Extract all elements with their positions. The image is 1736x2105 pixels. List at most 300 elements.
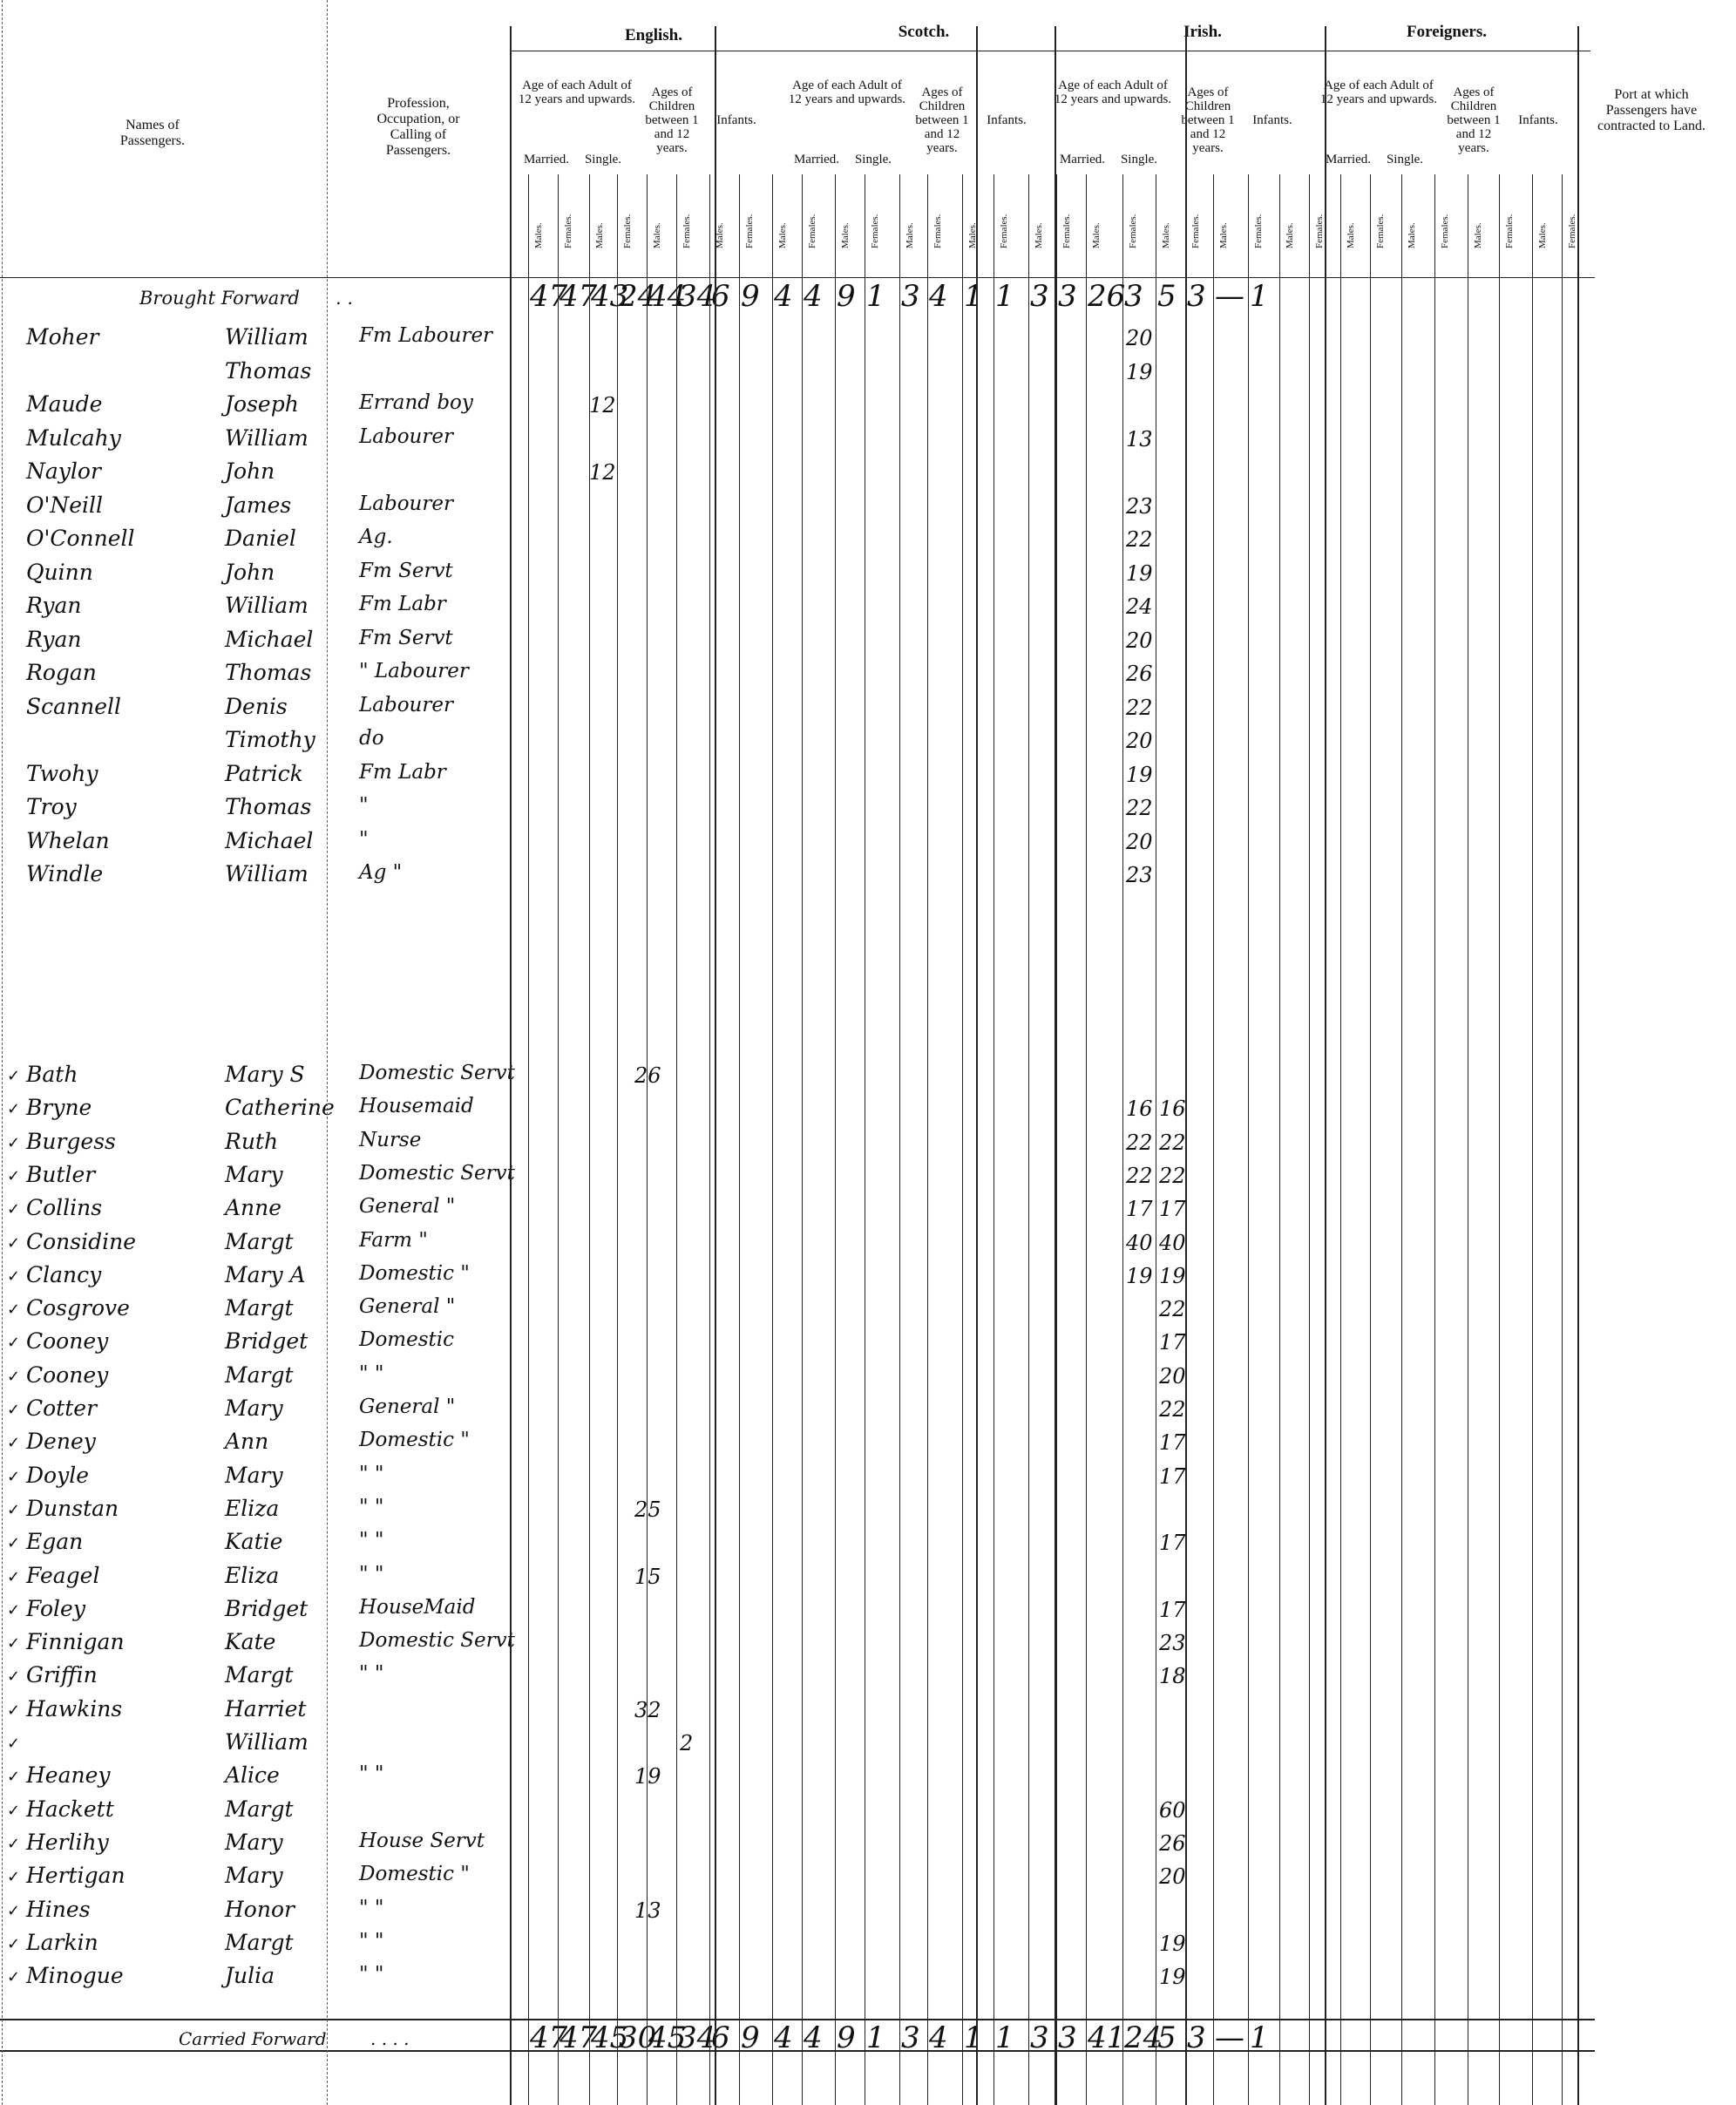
passenger-row: [0, 560, 1734, 591]
names-header: Names of Passengers.: [119, 118, 186, 148]
column-divider: [1279, 174, 1280, 2105]
passenger-row: [0, 1696, 1734, 1728]
passenger-first-name: Eliza: [225, 1495, 280, 1521]
group-english: English.: [624, 26, 682, 44]
passenger-row: [0, 794, 1734, 825]
passenger-surname: O'Neill: [26, 492, 104, 518]
passenger-occupation: " ": [359, 1495, 384, 1518]
passenger-age: 17: [1159, 1531, 1186, 1556]
passenger-age: 23: [1159, 1631, 1186, 1656]
males-label: Males.: [652, 222, 662, 248]
passenger-row: [0, 1930, 1734, 1961]
passenger-age: 23: [1126, 863, 1153, 887]
passenger-age: 22: [1159, 1397, 1186, 1422]
brought-forward-value: 1: [1250, 279, 1269, 314]
carried-forward-value: 45: [591, 2020, 629, 2055]
passenger-first-name: William: [225, 324, 309, 350]
passenger-occupation: Ag.: [359, 526, 393, 548]
column-divider: [617, 174, 618, 2105]
married-header: Married.: [1059, 153, 1106, 166]
passenger-surname: Whelan: [26, 827, 110, 853]
column-divider: [739, 174, 740, 2105]
males-label: Males.: [1473, 222, 1483, 248]
males-label: Males.: [1091, 222, 1102, 248]
males-label: Males.: [1407, 222, 1417, 248]
check-mark: ✓: [7, 1634, 21, 1653]
passenger-surname: Ryan: [26, 593, 82, 618]
passenger-age: 19: [1159, 1931, 1186, 1956]
profession-header: Profession, Occupation, or Calling of Passengers.: [376, 96, 460, 158]
single-header: Single.: [1386, 153, 1424, 166]
check-mark: ✓: [7, 1434, 21, 1453]
passenger-surname: Troy: [26, 794, 77, 819]
carried-forward-label: Carried Forward: [179, 2028, 327, 2049]
passenger-row: [0, 1262, 1734, 1294]
passenger-first-name: Margt: [225, 1228, 294, 1254]
brought-forward-value: 24: [619, 279, 657, 314]
passenger-row: [0, 1729, 1734, 1761]
brought-forward-value: 3: [901, 279, 920, 314]
column-divider: [993, 174, 994, 2105]
passenger-row: [0, 1395, 1734, 1427]
married-header: Married.: [523, 153, 570, 166]
passenger-first-name: William: [225, 1729, 309, 1755]
males-label: Males.: [1161, 222, 1171, 248]
passenger-row: [0, 1429, 1734, 1460]
passenger-surname: Dunstan: [26, 1495, 119, 1521]
passenger-row: [0, 1328, 1734, 1360]
carried-forward-value: 4: [804, 2020, 823, 2055]
brought-forward-value: 1: [964, 279, 983, 314]
passenger-age: 20: [1159, 1363, 1186, 1389]
passenger-occupation: do: [359, 727, 384, 750]
column-divider: [835, 174, 836, 2105]
males-label: Males.: [840, 222, 851, 248]
check-mark: ✓: [7, 1133, 21, 1152]
passenger-age: 19: [1126, 1263, 1153, 1288]
carried-forward-value: 47: [530, 2020, 568, 2055]
passenger-first-name: Timothy: [225, 727, 315, 752]
adult-header: Age of each Adult of 12 years and upwards.: [1319, 78, 1438, 106]
passenger-first-name: Julia: [225, 1963, 275, 1989]
check-mark: ✓: [7, 1300, 21, 1320]
brought-forward-value: —: [1215, 279, 1244, 314]
column-divider: [1309, 174, 1310, 2105]
passenger-row: [0, 391, 1734, 423]
males-label: Males.: [594, 222, 605, 248]
header-bottom-rule: [0, 277, 1595, 278]
passenger-surname: Hertigan: [26, 1863, 125, 1889]
passenger-age: 32: [634, 1697, 661, 1722]
passenger-age: 26: [634, 1063, 661, 1088]
check-mark: ✓: [7, 1735, 21, 1753]
passenger-age: 40: [1126, 1230, 1153, 1255]
passenger-age: 17: [1126, 1197, 1153, 1222]
check-mark: ✓: [7, 1934, 21, 1953]
single-header: Single.: [584, 153, 622, 166]
column-divider: [1562, 174, 1563, 2105]
females-label: Females.: [999, 214, 1009, 248]
check-mark: ✓: [7, 1266, 21, 1286]
females-label: Females.: [622, 214, 633, 248]
carried-forward-value: 5: [1157, 2020, 1177, 2055]
passenger-row: [0, 727, 1734, 758]
females-label: Females.: [1314, 214, 1325, 248]
passenger-surname: Cosgrove: [26, 1295, 130, 1321]
passenger-occupation: " ": [359, 1896, 384, 1919]
females-label: Females.: [744, 214, 755, 248]
children-header: Ages of Children between 1 and 12 years.: [1181, 85, 1235, 155]
brought-forward-value: 1: [866, 279, 885, 314]
passenger-occupation: Domestic ": [359, 1261, 470, 1285]
carried-forward-value: —: [1215, 2020, 1244, 2055]
passenger-surname: Windle: [26, 861, 104, 886]
females-label: Females.: [1504, 214, 1515, 248]
column-rule: [2, 0, 3, 2105]
single-header: Single.: [854, 153, 892, 166]
brought-forward-value: 26: [1088, 279, 1126, 314]
passenger-row: [0, 526, 1734, 557]
brought-forward-value: 47: [530, 279, 568, 314]
passenger-row: [0, 1362, 1734, 1394]
brought-forward-value: 5: [1157, 279, 1177, 314]
females-label: Females.: [1567, 214, 1577, 248]
passenger-occupation: Nurse: [359, 1128, 422, 1151]
passenger-age: 26: [1126, 662, 1153, 686]
passenger-age: 22: [1126, 796, 1153, 820]
passenger-age: 19: [1126, 359, 1153, 384]
passenger-occupation: " ": [359, 1562, 384, 1586]
passenger-surname: Cooney: [26, 1328, 109, 1355]
brought-forward-value: 3: [1187, 279, 1206, 314]
passenger-occupation: Fm Servt: [359, 559, 453, 582]
carried-forward-value: 24: [1124, 2020, 1163, 2055]
males-label: Males.: [1034, 222, 1044, 248]
column-rule: [1325, 26, 1326, 2105]
column-divider: [558, 174, 559, 2105]
infants-header: Infants.: [1252, 113, 1292, 127]
males-label: Males.: [1285, 222, 1295, 248]
passenger-age: 20: [1159, 1864, 1186, 1890]
passenger-occupation: Farm ": [359, 1228, 428, 1252]
column-rule: [327, 0, 328, 2105]
adult-header: Age of each Adult of 12 years and upwards.: [518, 78, 636, 106]
column-divider: [1086, 174, 1087, 2105]
females-label: Females.: [1253, 214, 1264, 248]
passenger-surname: Twohy: [26, 760, 98, 786]
column-rule: [510, 26, 512, 2105]
column-divider: [1056, 174, 1057, 2105]
passenger-age: 16: [1126, 1097, 1153, 1122]
passenger-age: 19: [1159, 1965, 1186, 1990]
females-label: Females.: [563, 214, 573, 248]
brought-forward-value: 34: [678, 279, 716, 314]
passenger-row: [0, 1062, 1734, 1093]
passenger-surname: Heaney: [26, 1762, 111, 1789]
passenger-first-name: Mary A: [225, 1261, 306, 1287]
males-label: Males.: [533, 222, 544, 248]
passenger-age: 20: [1126, 628, 1153, 653]
check-mark: ✓: [7, 1067, 21, 1085]
passenger-surname: Burgess: [26, 1128, 116, 1154]
brought-forward-value: 1: [995, 279, 1014, 314]
passenger-surname: Larkin: [26, 1929, 98, 1955]
passenger-surname: Cotter: [26, 1395, 98, 1421]
passenger-first-name: Ruth: [225, 1128, 279, 1154]
passenger-age: 19: [1126, 762, 1153, 787]
single-header: Single.: [1120, 153, 1158, 166]
passenger-first-name: John: [225, 458, 275, 484]
passenger-age: 22: [1159, 1130, 1186, 1155]
column-divider: [1248, 174, 1249, 2105]
brought-forward-value: 44: [648, 279, 687, 314]
females-label: Females.: [1440, 214, 1450, 248]
passenger-occupation: Domestic Servt: [359, 1062, 515, 1084]
check-mark: ✓: [7, 1233, 21, 1253]
passenger-row: [0, 694, 1734, 725]
column-divider: [1028, 174, 1029, 2105]
passenger-row: [0, 1463, 1734, 1494]
passenger-age: 20: [1126, 829, 1153, 854]
passenger-surname: Rogan: [26, 660, 97, 685]
check-mark: ✓: [7, 1200, 21, 1219]
passenger-surname: Scannell: [26, 693, 122, 719]
passenger-age: 22: [1126, 527, 1153, 552]
passenger-row: [0, 1796, 1734, 1828]
carried-forward-value: 47: [559, 2020, 598, 2055]
passenger-row: [0, 1496, 1734, 1527]
carried-forward-value: 30: [619, 2020, 657, 2055]
passenger-first-name: Margt: [225, 1662, 294, 1688]
passenger-first-name: William: [225, 424, 309, 451]
married-header: Married.: [1325, 153, 1372, 166]
check-mark: ✓: [7, 1534, 21, 1553]
check-mark: ✓: [7, 1701, 21, 1720]
check-mark: ✓: [7, 1968, 21, 1987]
passenger-row: [0, 1229, 1734, 1260]
passenger-occupation: Labourer: [359, 693, 453, 716]
passenger-surname: Griffin: [26, 1662, 98, 1688]
brought-forward-value: 47: [559, 279, 598, 314]
passenger-first-name: Honor: [225, 1896, 295, 1922]
passenger-first-name: John: [225, 559, 275, 585]
passenger-occupation: Fm Labr: [359, 593, 446, 615]
column-rule: [1577, 26, 1579, 2105]
passenger-row: [0, 1563, 1734, 1594]
passenger-row: [0, 593, 1734, 624]
passenger-surname: Maude: [26, 391, 103, 417]
passenger-occupation: " ": [359, 1762, 384, 1786]
passenger-age: 17: [1159, 1430, 1186, 1456]
check-mark: ✓: [7, 1901, 21, 1920]
passenger-row: [0, 1596, 1734, 1627]
passenger-occupation: HouseMaid: [359, 1595, 476, 1619]
check-mark: ✓: [7, 1401, 21, 1419]
carried-forward-value: 1: [866, 2020, 885, 2055]
check-mark: ✓: [7, 1467, 21, 1486]
column-divider: [528, 174, 529, 2105]
passenger-first-name: Eliza: [225, 1562, 280, 1588]
brought-forward-value: 3: [1124, 279, 1143, 314]
children-header: Ages of Children between 1 and 12 years.: [915, 85, 969, 155]
port-header: Port at which Passengers have contracted to Land.: [1597, 87, 1705, 133]
column-divider: [1370, 174, 1371, 2105]
passenger-row: [0, 828, 1734, 859]
brought-forward-value: 9: [741, 279, 760, 314]
infants-header: Infants.: [1518, 113, 1558, 127]
passenger-occupation: Ag ": [359, 861, 403, 884]
infants-header: Infants.: [716, 113, 756, 127]
column-divider: [802, 174, 803, 2105]
passenger-age: 18: [1159, 1664, 1186, 1689]
brought-forward-dots: . .: [336, 288, 354, 309]
brought-forward-label: Brought Forward: [139, 288, 300, 309]
column-divider: [709, 174, 710, 2105]
carried-forward-value: 9: [837, 2020, 856, 2055]
passenger-surname: Foley: [26, 1595, 85, 1621]
passenger-first-name: Joseph: [225, 391, 299, 417]
carried-forward-value: 3: [901, 2020, 920, 2055]
children-header: Ages of Children between 1 and 12 years.: [645, 85, 699, 155]
passenger-first-name: Anne: [225, 1195, 282, 1221]
passenger-occupation: Housemaid: [359, 1095, 474, 1118]
check-mark: ✓: [7, 1600, 21, 1619]
passenger-occupation: " ": [359, 1963, 384, 1986]
passenger-first-name: William: [225, 861, 309, 886]
check-mark: ✓: [7, 1100, 21, 1119]
carried-forward-value: 45: [648, 2020, 687, 2055]
passenger-surname: Herlihy: [26, 1829, 109, 1855]
passenger-first-name: Denis: [225, 693, 288, 719]
check-mark: ✓: [7, 1801, 21, 1820]
passenger-first-name: Michael: [225, 827, 314, 853]
passenger-first-name: William: [225, 593, 309, 618]
males-label: Males.: [905, 222, 915, 248]
carried-forward-value: 3: [1030, 2020, 1049, 2055]
passenger-first-name: Alice: [225, 1762, 280, 1789]
passenger-surname: Clancy: [26, 1261, 102, 1287]
children-header: Ages of Children between 1 and 12 years.: [1447, 85, 1501, 155]
passenger-age: 25: [634, 1497, 661, 1522]
passenger-first-name: Thomas: [225, 660, 312, 685]
passenger-age: 22: [1126, 1163, 1153, 1188]
passenger-surname: O'Connell: [26, 526, 135, 551]
passenger-occupation: Labourer: [359, 492, 453, 515]
passenger-surname: Considine: [26, 1228, 137, 1254]
passenger-surname: Ryan: [26, 626, 82, 652]
passenger-row: [0, 1662, 1734, 1694]
passenger-row: [0, 761, 1734, 792]
passenger-age: 20: [1126, 326, 1153, 350]
married-header: Married.: [793, 153, 840, 166]
check-mark: ✓: [7, 1868, 21, 1887]
passenger-age: 12: [589, 460, 616, 485]
passenger-occupation: ": [359, 794, 369, 817]
passenger-occupation: " ": [359, 1929, 384, 1952]
passenger-age: 22: [1159, 1163, 1186, 1188]
adult-header: Age of each Adult of 12 years and upwards.: [788, 78, 906, 106]
column-divider: [589, 174, 590, 2105]
females-label: Females.: [1128, 214, 1138, 248]
passenger-age: 2: [680, 1731, 694, 1755]
check-mark: ✓: [7, 1768, 21, 1787]
passenger-row: [0, 1195, 1734, 1226]
passenger-surname: Feagel: [26, 1562, 100, 1588]
passenger-first-name: James: [225, 492, 292, 518]
passenger-row: [0, 627, 1734, 658]
passenger-surname: Bath: [26, 1062, 78, 1087]
infants-header: Infants.: [987, 113, 1027, 127]
passenger-age: 26: [1159, 1830, 1186, 1856]
passenger-first-name: Thomas: [225, 357, 312, 384]
passenger-row: [0, 492, 1734, 524]
males-label: Males.: [777, 222, 788, 248]
passenger-surname: Hawkins: [26, 1695, 123, 1721]
passenger-first-name: Thomas: [225, 794, 312, 819]
passenger-first-name: Bridget: [225, 1595, 309, 1621]
passenger-first-name: Margt: [225, 1929, 294, 1955]
passenger-age: 23: [1126, 493, 1153, 519]
passenger-age: 17: [1159, 1197, 1186, 1222]
passenger-row: [0, 1629, 1734, 1660]
passenger-occupation: Domestic Servt: [359, 1629, 515, 1653]
passenger-age: 24: [1126, 594, 1153, 619]
females-label: Females.: [870, 214, 880, 248]
carried-forward-value: 1: [1250, 2020, 1269, 2055]
passenger-first-name: Daniel: [225, 526, 296, 551]
passenger-row: [0, 1830, 1734, 1861]
males-label: Males.: [715, 222, 725, 248]
passenger-first-name: Patrick: [225, 760, 303, 786]
passenger-surname: Bryne: [26, 1095, 92, 1121]
passenger-age: 12: [589, 393, 616, 418]
passenger-age: 15: [634, 1564, 661, 1589]
carried-forward-value: 3: [1058, 2020, 1077, 2055]
passenger-first-name: Katie: [225, 1529, 283, 1555]
column-divider: [647, 174, 648, 2105]
column-divider: [927, 174, 928, 2105]
passenger-occupation: " ": [359, 1529, 384, 1552]
females-label: Females.: [1190, 214, 1201, 248]
check-mark: ✓: [7, 1367, 21, 1386]
passenger-age: 13: [1126, 426, 1153, 452]
passenger-row: [0, 1162, 1734, 1193]
check-mark: ✓: [7, 1334, 21, 1353]
passenger-row: [0, 1129, 1734, 1160]
passenger-age: 19: [634, 1764, 661, 1789]
carried-forward-value: 1: [995, 2020, 1014, 2055]
passenger-age: 20: [1126, 729, 1153, 753]
passenger-row: [0, 861, 1734, 893]
column-divider: [1499, 174, 1500, 2105]
passenger-surname: Finnigan: [26, 1629, 125, 1655]
bottom-rule-2: [0, 2050, 1595, 2052]
females-label: Females.: [1061, 214, 1072, 248]
passenger-row: [0, 324, 1734, 356]
passenger-occupation: " ": [359, 1361, 384, 1385]
females-label: Females.: [932, 214, 943, 248]
passenger-occupation: General ": [359, 1395, 456, 1418]
passenger-occupation: Domestic ": [359, 1429, 470, 1452]
passenger-first-name: Catherine: [225, 1095, 335, 1121]
column-divider: [676, 174, 677, 2105]
passenger-age: 17: [1159, 1463, 1186, 1489]
passenger-occupation: Fm Servt: [359, 626, 453, 649]
check-mark: ✓: [7, 1834, 21, 1853]
males-label: Males.: [967, 222, 978, 248]
males-label: Males.: [1346, 222, 1356, 248]
brought-forward-value: 4: [929, 279, 948, 314]
